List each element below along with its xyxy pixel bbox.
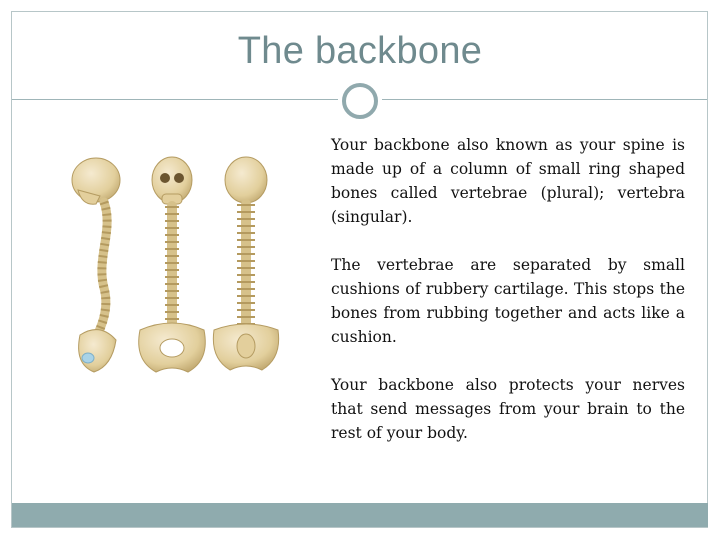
spine-side-view: [72, 158, 120, 372]
title-divider-right: [382, 99, 707, 100]
skull-back: [225, 157, 267, 203]
title-divider-left: [12, 99, 338, 100]
paragraph-cartilage: The vertebrae are separated by small cushions of rubbery cartilage. This stops the bones from rubbing together and acts like a cushion.: [331, 256, 685, 346]
footer-bar: [12, 503, 708, 527]
spine-front-view: [139, 157, 206, 372]
eye-socket-left: [160, 173, 170, 183]
paragraph-nerves: Your backbone also protects your nerves that send messages from your brain to the rest of your body.: [331, 376, 685, 442]
eye-socket-right: [174, 173, 184, 183]
paragraph-spine-definition: Your backbone also known as your spine is made up of a column of small ring shaped bones called vertebrae (plural); vertebra (singular).: [331, 136, 685, 226]
sacrum-back: [237, 334, 255, 358]
hip-socket: [82, 353, 94, 363]
body-text: [331, 133, 685, 469]
slide-title: The backbone: [237, 30, 483, 72]
spine-back-view: [213, 157, 278, 370]
pelvis-side: [79, 330, 116, 372]
pelvis-opening-front: [160, 339, 184, 357]
ring-ornament-icon: [342, 83, 378, 119]
spine-illustration: [60, 150, 325, 390]
